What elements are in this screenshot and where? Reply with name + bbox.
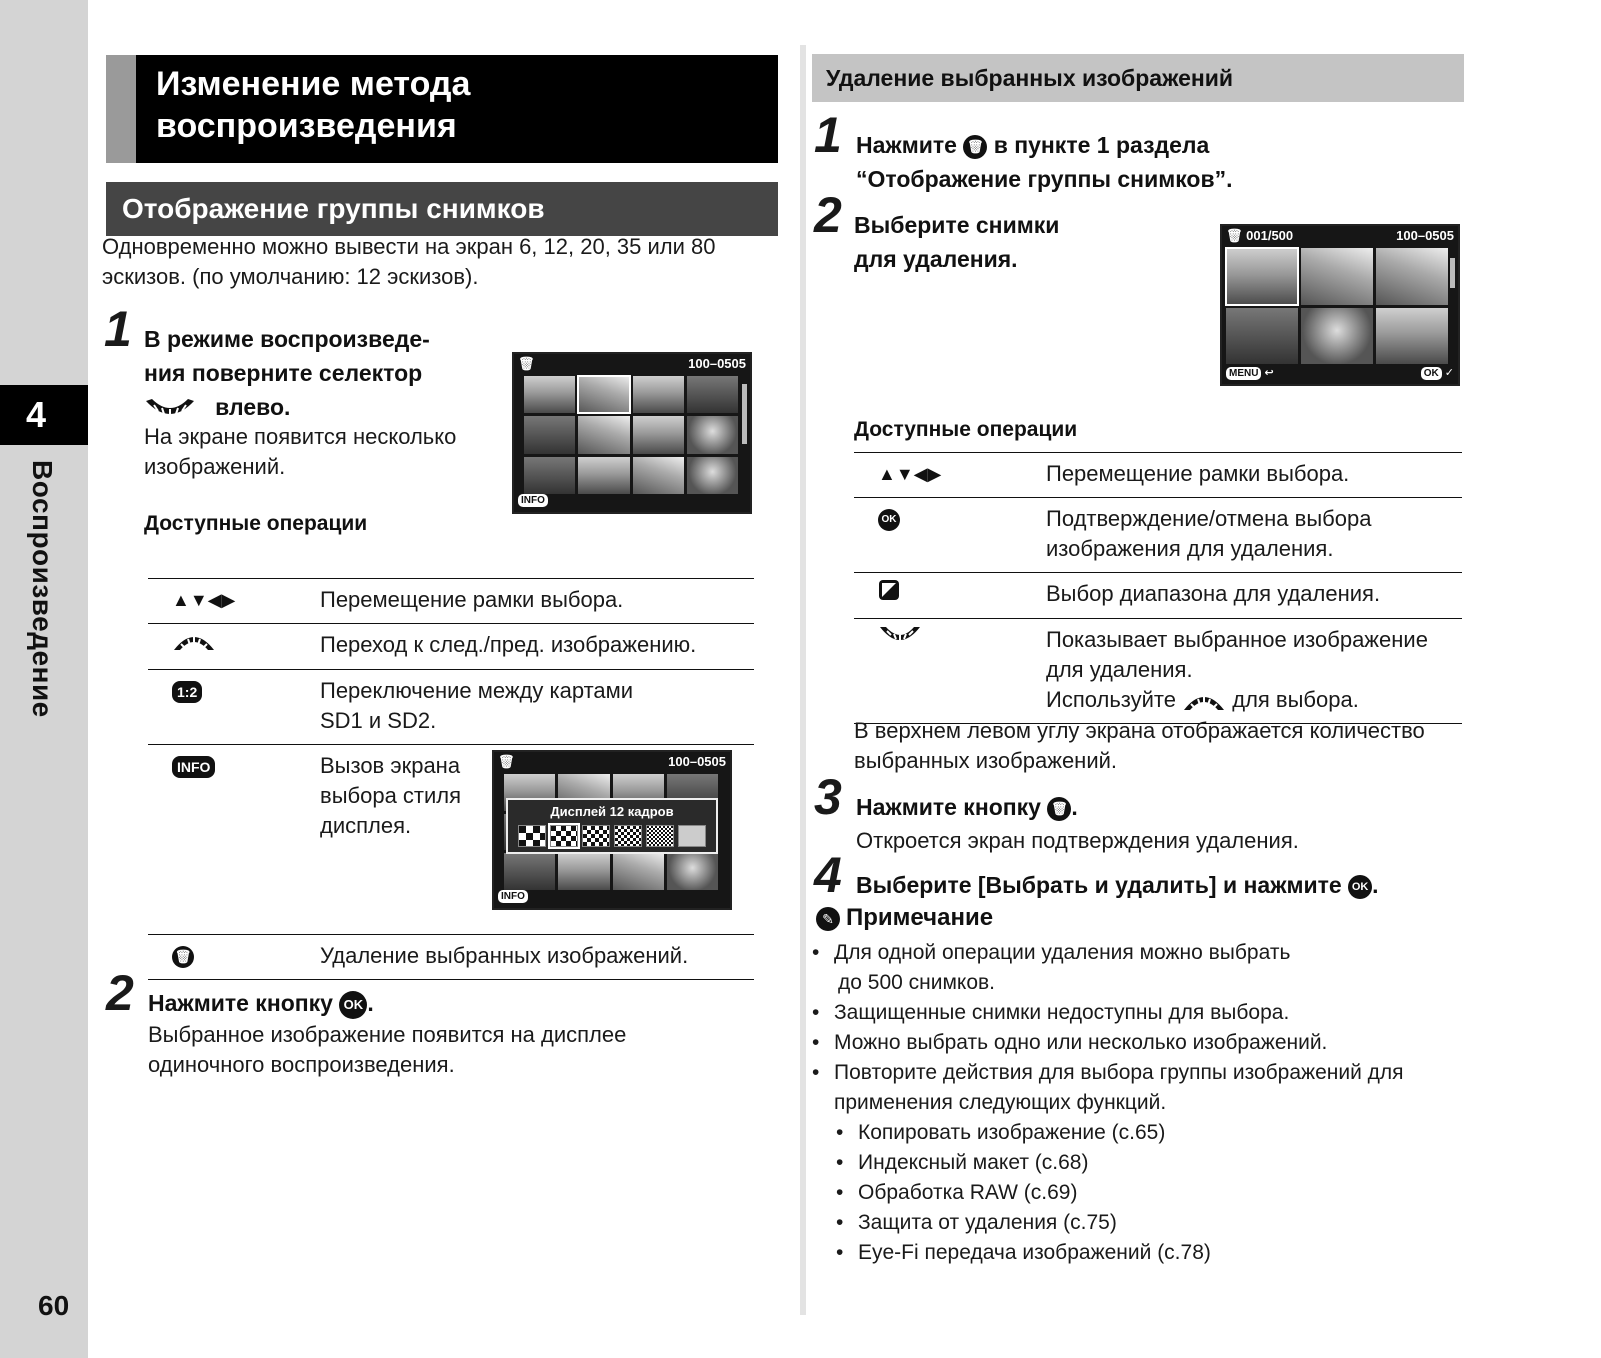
step-desc: Откроется экран подтверждения удаления. — [856, 828, 1299, 853]
text-fragment: Нажмите — [856, 132, 957, 158]
trash-icon: 🗑 — [1226, 228, 1243, 243]
op-key — [148, 630, 320, 661]
thumbnail — [687, 416, 738, 453]
text-line: SD1 и SD2. — [320, 708, 437, 733]
text-line: Подтверждение/отмена выбора — [1046, 506, 1372, 531]
step-number: 2 — [106, 965, 134, 1021]
text-line: выбранных изображений. — [854, 748, 1118, 773]
list-item: • Для одной операции удаления можно выбрать — [812, 938, 1492, 968]
back-arrow-icon: ↩ — [1264, 367, 1274, 379]
rear-dial-icon — [172, 630, 216, 652]
op-key — [854, 504, 1046, 564]
pencil-note-icon: ✎ — [816, 907, 840, 931]
thumbnail — [687, 376, 738, 413]
intro-text — [102, 232, 716, 292]
selected-count: 001/500 — [1246, 228, 1294, 243]
thumbnail — [1226, 308, 1298, 365]
thumbnail — [558, 853, 609, 890]
op-description: Перемещение рамки выбора. — [1046, 461, 1350, 486]
sub-notes-list — [836, 1118, 1476, 1268]
card-switch-icon: 1:2 — [172, 681, 202, 703]
thumbnail — [687, 457, 738, 494]
chapter-number: 4 — [0, 385, 88, 445]
thumbnail — [1376, 308, 1448, 365]
thumbnail — [1301, 248, 1373, 305]
thumbnail — [1226, 248, 1298, 305]
text-line: одиночного воспроизведения. — [148, 1052, 455, 1077]
text-line — [144, 390, 430, 424]
text-line: эскизов. (по умолчанию: 12 эскизов). — [102, 264, 479, 289]
text-fragment: . — [1372, 872, 1379, 898]
step-title — [144, 322, 430, 424]
list-item: • Можно выбрать одно или несколько изображений. — [812, 1028, 1492, 1058]
text-fragment: для выбора. — [1232, 687, 1359, 712]
text-fragment: Нажмите кнопку — [856, 794, 1041, 820]
op-key — [148, 941, 320, 971]
list-item: • Повторите действия для выбора группы изображений для — [812, 1058, 1492, 1088]
thumbnail-grid — [524, 376, 738, 494]
step-number: 1 — [814, 107, 842, 163]
note-heading-text: Примечание — [846, 904, 994, 931]
op-description: Переход к след./пред. изображению. — [320, 632, 697, 657]
body-text — [854, 716, 1425, 776]
list-item: • Защищенные снимки недоступны для выбора. — [812, 998, 1492, 1028]
list-item: • Обработка RAW (с.69) — [836, 1178, 1476, 1208]
scrollbar — [1450, 258, 1455, 288]
op-description: Перемещение рамки выбора. — [320, 587, 624, 612]
thumbnail — [578, 457, 629, 494]
text-line: Показывает выбранное изображение — [1046, 627, 1428, 652]
list-item: • Индексный макет (с.68) — [836, 1148, 1476, 1178]
op-description — [1046, 504, 1371, 564]
trash-icon: 🗑 — [518, 356, 535, 371]
text-line: для удаления. — [854, 246, 1018, 272]
op-key — [148, 676, 320, 736]
thumbnail — [504, 853, 555, 890]
screen-status-bar — [1226, 228, 1454, 246]
grid-12-icon — [550, 825, 578, 847]
screen-bottom-bar — [498, 890, 726, 906]
page-number: 60 — [38, 1290, 70, 1321]
list-item-continuation: применения следующих функций. — [834, 1091, 1167, 1114]
ok-button-icon: OK — [878, 509, 900, 531]
grid-80-icon — [646, 825, 674, 847]
op-key — [148, 751, 320, 926]
text-line: изображений. — [144, 454, 286, 479]
screen-bottom-bar — [1226, 366, 1454, 382]
step-number: 4 — [814, 847, 842, 903]
camera-screen-thumbnails — [512, 352, 752, 514]
thumbnail — [633, 457, 684, 494]
style-options — [508, 825, 716, 847]
table-row — [854, 573, 1462, 619]
step-title — [856, 128, 1233, 196]
step-number: 2 — [814, 187, 842, 243]
thumbnail — [524, 376, 575, 413]
text-fragment: в пункте 1 раздела — [993, 132, 1210, 158]
table-row — [854, 619, 1462, 724]
menu-badge: MENU — [1226, 367, 1261, 380]
op-description: Выбор диапазона для удаления. — [1046, 581, 1381, 606]
step-title — [854, 208, 1059, 276]
text-line: до 500 снимков. — [838, 971, 995, 994]
text-line: изображения для удаления. — [1046, 536, 1334, 561]
op-description — [320, 676, 633, 736]
rear-dial-icon — [1182, 690, 1226, 712]
list-item: • Защита от удаления (с.75) — [836, 1208, 1476, 1238]
rear-dial-icon — [144, 397, 196, 421]
text-line: выбора стиля — [320, 783, 462, 808]
table-row — [854, 498, 1462, 573]
arrow-keys-icon: ▲▼◀▶ — [172, 590, 236, 610]
text-line: Одновременно можно вывести на экран 6, 12, 20, 35 или 80 — [102, 234, 716, 259]
op-description — [1046, 625, 1428, 715]
text-fragment: Нажмите кнопку — [148, 990, 333, 1016]
text-line: На экране появится несколько — [144, 424, 457, 449]
camera-screen-display-style — [492, 750, 732, 910]
table-row — [148, 670, 754, 745]
notes-list — [812, 938, 1492, 1118]
ok-badge: OK — [1421, 367, 1442, 380]
text-line: для удаления. — [1046, 657, 1193, 682]
text-line: В режиме воспроизведе- — [144, 326, 430, 352]
thumbnail — [633, 416, 684, 453]
op-description — [320, 751, 461, 926]
step-number: 3 — [814, 769, 842, 825]
grid-6-icon — [518, 825, 546, 847]
scrollbar — [742, 384, 747, 444]
list-item: • Копировать изображение (с.65) — [836, 1118, 1476, 1148]
title-accent — [106, 55, 136, 163]
title-line: Изменение метода — [156, 65, 471, 103]
text-fragment: Используйте — [1046, 687, 1176, 712]
arrow-keys-icon: ▲▼◀▶ — [878, 464, 942, 484]
list-item-continuation — [812, 968, 1492, 998]
grid-20-icon — [582, 825, 610, 847]
text-fragment: Выберите [Выбрать и удалить] и нажмите — [856, 872, 1342, 898]
display-style-overlay — [506, 798, 718, 854]
thumbnail — [667, 853, 718, 890]
folder-number: 100–0505 — [668, 754, 726, 769]
ok-button-icon: OK — [339, 991, 367, 1019]
table-row — [854, 453, 1462, 498]
section-title: Удаление выбранных изображений — [812, 54, 1464, 102]
list-item: • Eye-Fi передача изображений (с.78) — [836, 1238, 1476, 1268]
text-line: Выбранное изображение появится на дисплее — [148, 1022, 627, 1047]
op-description: Удаление выбранных изображений. — [320, 943, 689, 968]
step-title — [856, 790, 1078, 824]
thumbnail — [524, 457, 575, 494]
screen-status-bar — [498, 754, 726, 772]
step-desc — [148, 1020, 626, 1080]
info-badge: INFO — [518, 494, 548, 507]
page-title — [106, 55, 778, 163]
table-row — [148, 579, 754, 624]
single-view-icon — [678, 825, 706, 847]
folder-number: 100–0505 — [688, 356, 746, 371]
thumbnail — [1376, 248, 1448, 305]
step-desc — [144, 422, 456, 482]
info-badge: INFO — [498, 890, 528, 903]
text-line: Выберите снимки — [854, 212, 1060, 238]
text-line: Вызов экрана — [320, 753, 461, 778]
grid-35-icon — [614, 825, 642, 847]
table-row — [148, 624, 754, 670]
thumbnail — [1301, 308, 1373, 365]
thumbnail — [613, 853, 664, 890]
overlay-title: Дисплей 12 кадров — [550, 804, 674, 819]
note-heading — [816, 904, 993, 932]
ok-button-icon: OK — [1348, 875, 1372, 899]
text-fragment: влево. — [215, 394, 291, 420]
section-title: Отображение группы снимков — [106, 182, 778, 236]
text-line: дисплея. — [320, 813, 412, 838]
text-fragment: . — [367, 990, 374, 1016]
page-title-text — [156, 63, 470, 147]
title-line: воспроизведения — [156, 107, 457, 145]
text-line — [1046, 685, 1428, 715]
trash-icon: 🗑 — [1047, 797, 1071, 821]
text-line: “Отображение группы снимков”. — [856, 166, 1233, 192]
operations-table — [854, 452, 1462, 724]
thumbnail — [578, 416, 629, 453]
table-row — [148, 935, 754, 980]
thumbnail-grid — [1226, 248, 1448, 364]
thumbnail — [633, 376, 684, 413]
trash-icon: 🗑 — [498, 754, 515, 769]
column-divider — [800, 45, 806, 1315]
ops-heading: Доступные операции — [144, 512, 368, 535]
op-key — [854, 625, 1046, 715]
text-line: ния поверните селектор — [144, 360, 423, 386]
exposure-comp-icon — [878, 579, 900, 601]
screen-status-bar — [518, 356, 746, 374]
text-fragment: . — [1071, 794, 1078, 820]
thumbnail — [524, 416, 575, 453]
trash-icon: 🗑 — [963, 135, 987, 159]
text-line: Переключение между картами — [320, 678, 634, 703]
step-title — [856, 868, 1379, 902]
step-number: 1 — [104, 301, 132, 357]
chapter-label: Воспроизведение — [27, 460, 58, 718]
folder-number: 100–0505 — [1396, 228, 1454, 243]
front-dial-icon — [878, 625, 922, 647]
thumbnail — [578, 376, 629, 413]
trash-icon: 🗑 — [172, 946, 194, 968]
op-key — [854, 579, 1046, 610]
checkmark-icon: ✓ — [1444, 367, 1454, 379]
step-title — [148, 986, 374, 1020]
info-button-icon: INFO — [172, 756, 215, 778]
screen-bottom-bar — [518, 494, 746, 510]
text-line: В верхнем левом углу экрана отображается количество — [854, 718, 1425, 743]
camera-screen-delete-select — [1220, 224, 1460, 386]
text-line — [856, 128, 1233, 162]
ops-heading: Доступные операции — [854, 418, 1078, 441]
ok-area — [1421, 366, 1454, 380]
